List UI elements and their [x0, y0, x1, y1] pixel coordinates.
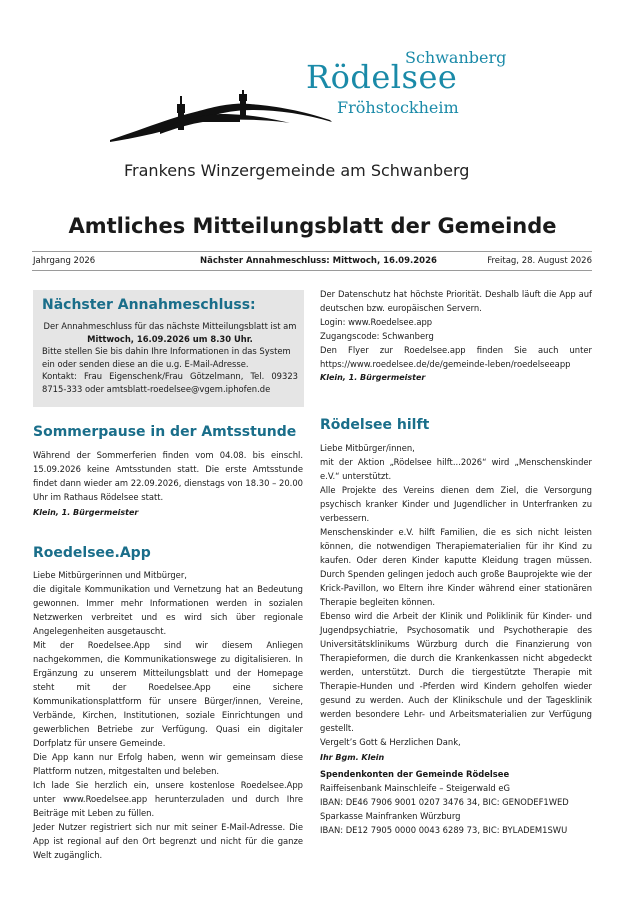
sommerpause-signature: Klein, 1. Bürgermeister — [33, 508, 139, 517]
app-code: Zugangscode: Schwanberg — [320, 331, 434, 341]
box-title: Nächster Annahmeschluss: — [42, 297, 256, 313]
rule-top — [32, 251, 592, 252]
box-line4: Kontakt: Frau Eigenschenk/Frau Götzelmann, Tel. 09323 8715-333 oder amtsblatt-roedelsee@vgem.iphofen.de — [42, 371, 298, 394]
sommerpause-text: Während der Sommerferien finden vom 04.08. bis einschl. 15.09.2026 keine Amtsstunden statt. Die erste Amtsstunde findet dann wieder am 22.09.2026, dienstags von 18.30 – 20.00 Uhr im Rathaus Rödelsee statt. — [33, 450, 303, 502]
iban1: IBAN: DE46 7906 9001 0207 3476 34, BIC: GENODEF1WED — [320, 797, 569, 807]
masthead-subtitle: Frankens Winzergemeinde am Schwanberg — [124, 161, 470, 180]
masthead-schwanberg: Schwanberg — [405, 48, 507, 67]
app-login[interactable]: Login: www.Roedelsee.app — [320, 317, 433, 327]
sommerpause-article — [33, 448, 303, 520]
datenschutz-text: Der Datenschutz hat höchste Priorität. Deshalb läuft die App auf deutschen bzw. europäischen Servern. — [320, 289, 592, 313]
box-line1: Der Annahmeschluss für das nächste Mitteilungsblatt ist am — [43, 321, 297, 331]
hilft-signature: Ihr Bgm. Klein — [320, 753, 385, 762]
box-line3: Bitte stellen Sie bis dahin Ihre Informationen in das System ein oder senden diese an die u.g. E-Mail-Adresse. — [42, 346, 291, 369]
app-continued — [320, 287, 592, 385]
spendenkonten-heading: Spendenkonten der Gemeinde Rödelsee — [320, 769, 510, 779]
issue-date: Freitag, 28. August 2026 — [487, 256, 592, 266]
hilft-p5: Ebenso wird die Arbeit der Klinik und Poliklinik für Kinder- und Jugendpsychiatrie, Psychosomatik und Psychotherapie des Universitätsklinikums Würzburg durch die Finanzierung von Therapieformen, die durch die Krankenkassen nicht abgedeckt werden, unterstützt. Durch die tiergestützte Therapie mit Therapie-Hunden und -Pferden wird Kindern geholfen wieder gesund zu werden. Auch der Klinikschule und der Tagesklinik werden besondere Lehr- und Arbeitsmaterialien zur Verfügung gestellt. — [320, 611, 592, 733]
masthead-froehstockheim: Fröhstockheim — [337, 98, 459, 117]
annahme-info: Nächster Annahmeschluss: Mittwoch, 16.09.2026 — [200, 256, 437, 266]
app-p5: Ich lade Sie herzlich ein, unsere kostenlose Roedelsee.App unter www.Roedelsee.app herunterzuladen und durch Ihre Beiträge mit Leben zu füllen. — [33, 780, 303, 818]
bank1: Raiffeisenbank Mainschleife – Steigerwald eG — [320, 783, 511, 793]
iban2: IBAN: DE12 7905 0000 0043 6289 73, BIC: BYLADEM1SWU — [320, 825, 568, 835]
page-title: Amtliches Mitteilungsblatt der Gemeinde — [68, 214, 557, 238]
jahrgang: Jahrgang 2026 — [33, 256, 96, 266]
rule-bottom — [32, 270, 592, 271]
flyer-text: Den Flyer zur Roedelsee.app finden Sie auch unter https://www.roedelsee.de/de/gemeinde-leben/roedelseeapp — [320, 345, 592, 369]
sommerpause-heading: Sommerpause in der Amtsstunde — [33, 424, 297, 440]
hilft-heading: Rödelsee hilft — [320, 417, 430, 433]
app-p2: die digitale Kommunikation und Vernetzung hat an Bedeutung gewonnen. Immer mehr Informationen werden in sozialen Netzwerken verbreitet und es wird sich über regionale Angelegenheiten ausgetauscht. — [33, 584, 303, 636]
app-signature: Klein, 1. Bürgermeister — [320, 373, 426, 382]
masthead-roedelsee: Rödelsee — [306, 58, 458, 96]
app-article — [33, 568, 303, 862]
app-p6: Jeder Nutzer registriert sich nur mit seiner E-Mail-Adresse. Die App ist regional auf den Ort begrenzt und nicht für die ganze Welt zugänglich. — [33, 822, 303, 860]
box-line2: Mittwoch, 16.09.2026 um 8.30 Uhr. — [87, 333, 253, 344]
hilft-p2: mit der Aktion „Rödelsee hilft...2026“ wird „Menschenskinder e.V.“ unterstützt. — [320, 457, 592, 481]
app-p1: Liebe Mitbürgerinnen und Mitbürger, — [33, 570, 187, 580]
app-p4: Die App kann nur Erfolg haben, wenn wir gemeinsam diese Plattform nutzen, mitgestalten und beleben. — [33, 752, 303, 776]
box-text — [42, 320, 298, 396]
bank2: Sparkasse Mainfranken Würzburg — [320, 811, 461, 821]
hilft-p1: Liebe Mitbürger/innen, — [320, 443, 415, 453]
hilft-p4: Menschenskinder e.V. hilft Familien, die es sich nicht leisten können, die notwendigen Therapiematerialien für ihr Kind zu kaufen. Oder deren Kinder kaputte Kleidung tragen müssen. Durch Spenden gelingen jedoch auch große Bauprojekte wie der Krick-Pavillon, wo Eltern ihre Kinder während einer stationären Therapie begleiten können. — [320, 527, 592, 607]
app-p3: Mit der Roedelsee.App sind wir diesem Anliegen nachgekommen, die Kommunikationswege zu digitalisieren. In Ergänzung zu unserem Mitteilungsblatt und der Homepage steht mit der Roedelsee.App eine sichere Kommunikationsplattform für unsere Bürger/innen, Vereine, Verbände, Kirchen, Institutionen, soziale Einrichtungen und gewerblichen Betriebe zur Verfügung. Quasi ein digitaler Dorfplatz für unsere Gemeinde. — [33, 640, 303, 748]
hilft-p3: Alle Projekte des Vereins dienen dem Ziel, die Versorgung psychisch kranker Kinder und Jugendlicher in Unterfranken zu verbessern. — [320, 485, 592, 523]
app-heading: Roedelsee.App — [33, 545, 151, 561]
hilft-p6: Vergelt’s Gott & Herzlichen Dank, — [320, 737, 461, 747]
hilft-article — [320, 441, 592, 837]
schwanberg-silhouette-logo — [100, 90, 340, 150]
